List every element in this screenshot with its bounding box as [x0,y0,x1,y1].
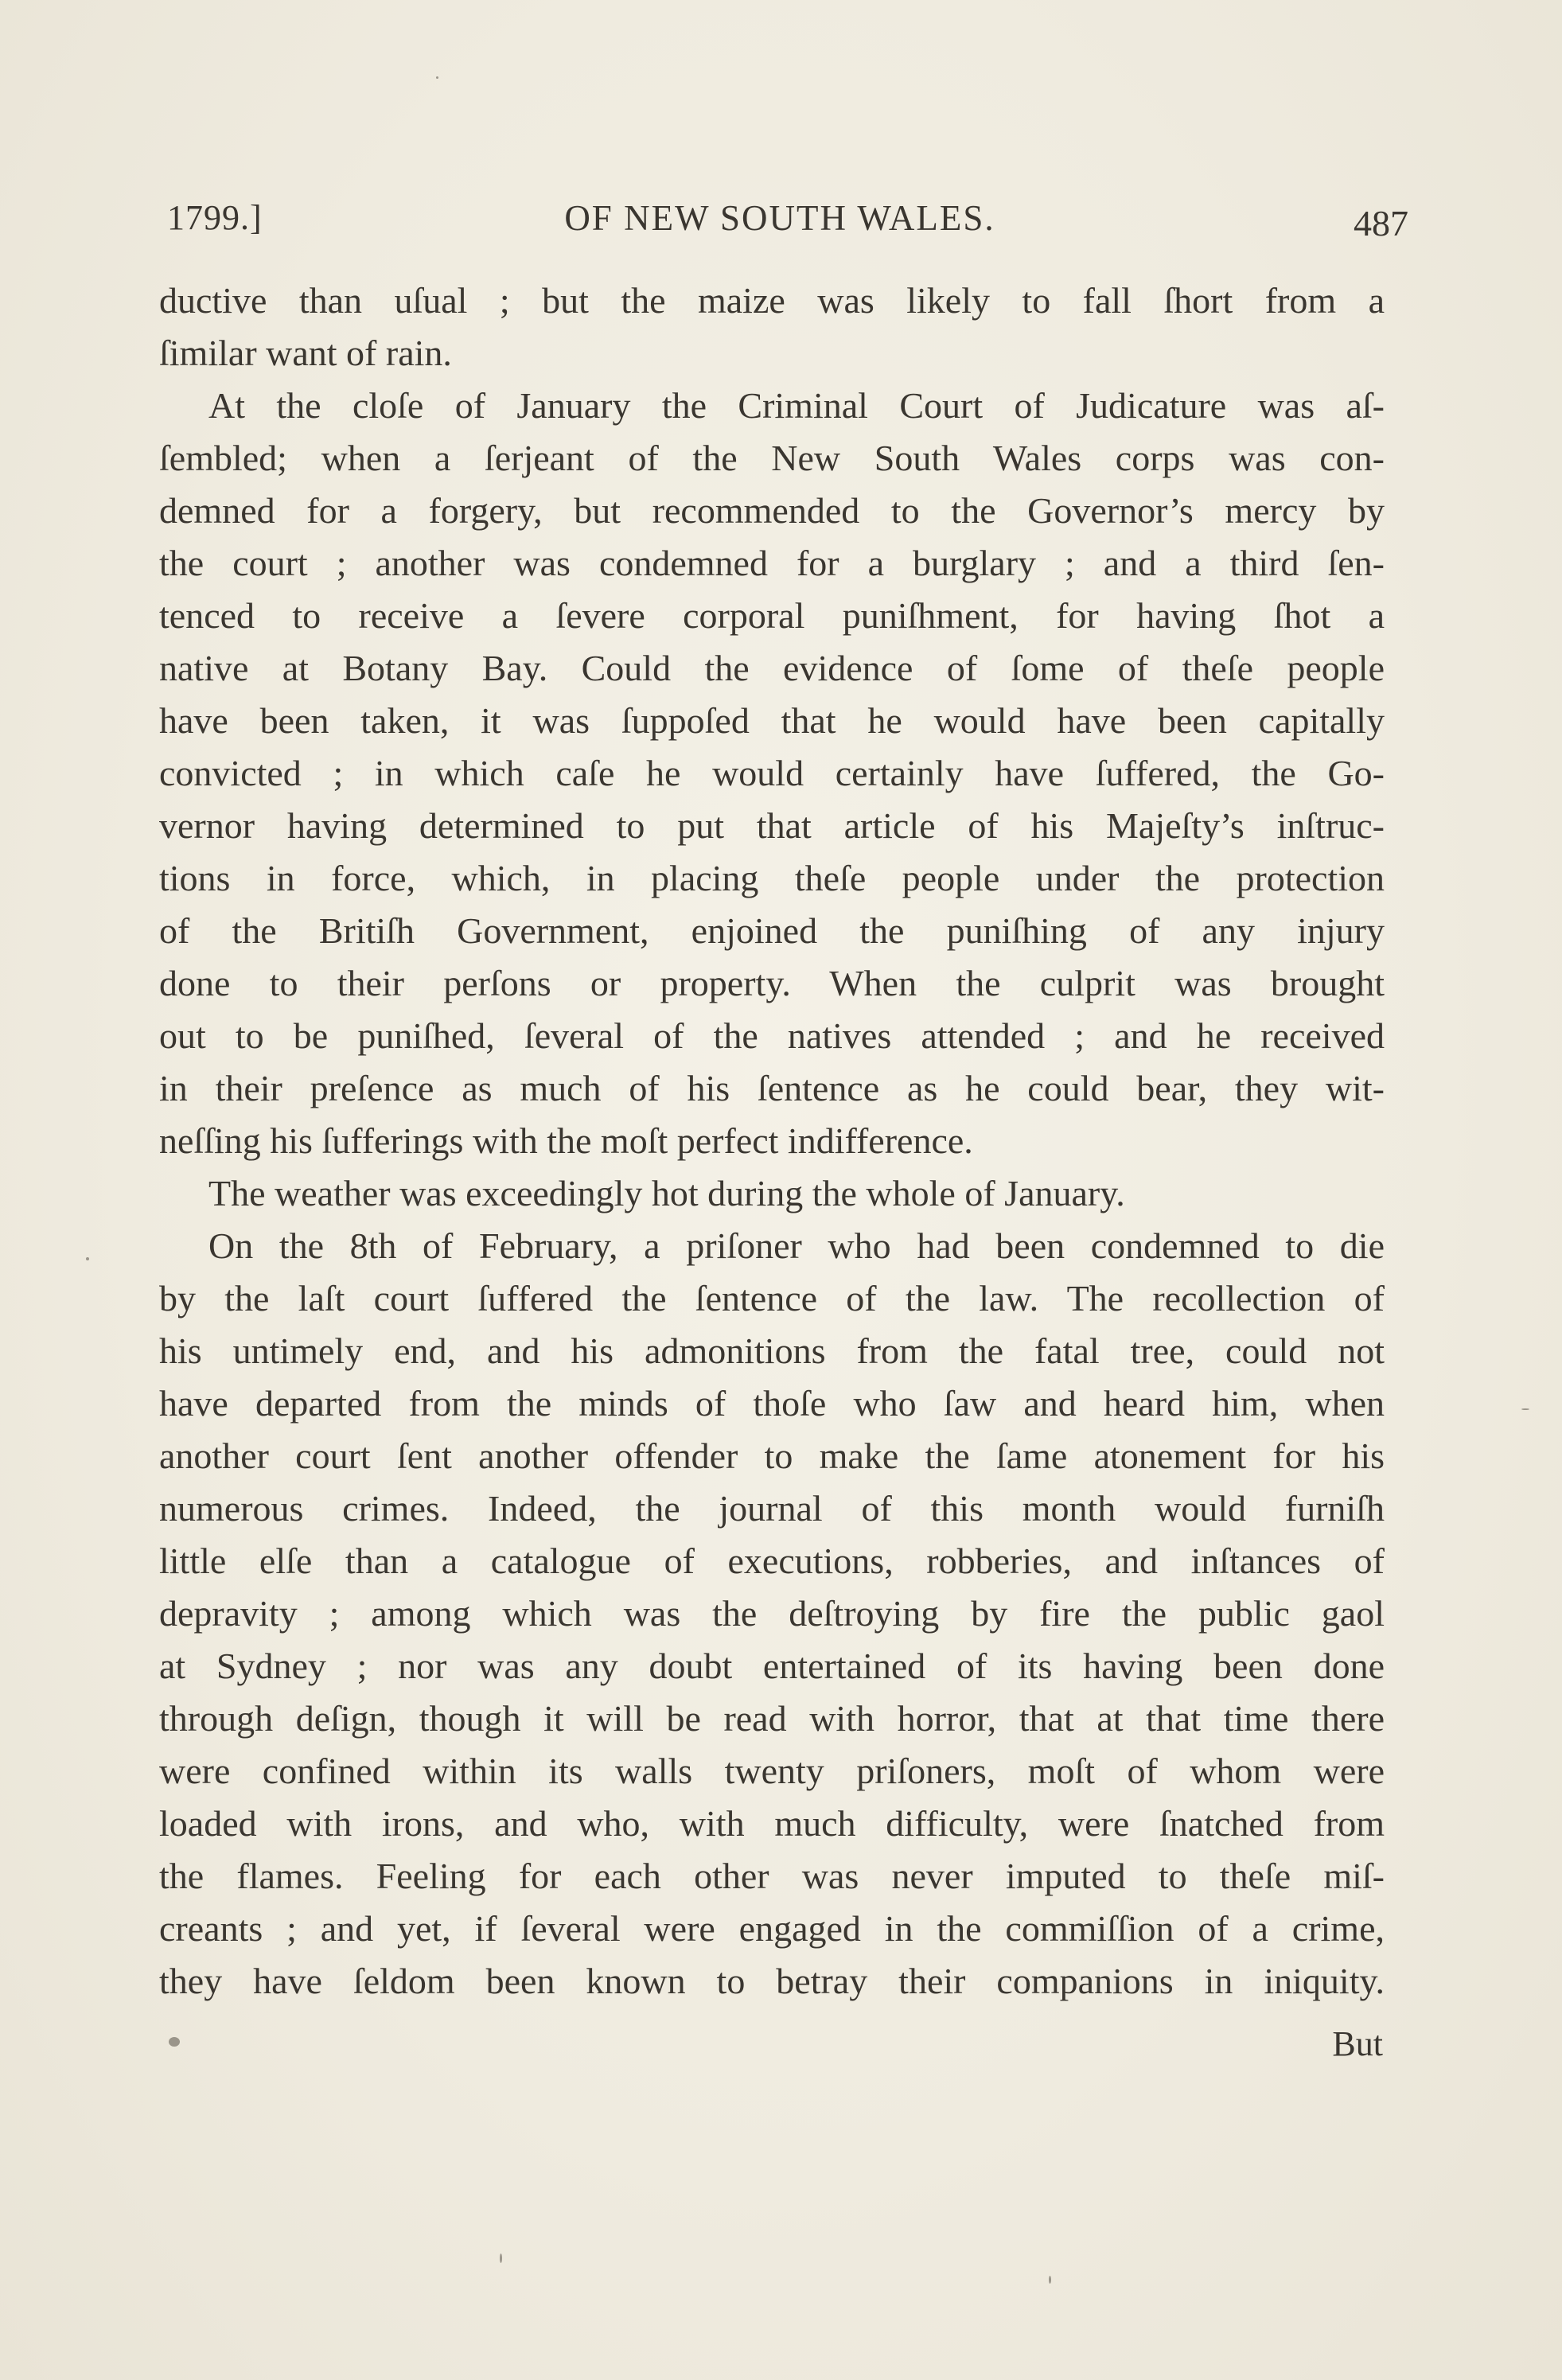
ink-speck [1049,2276,1051,2284]
text-line: his untimely end, and his admonitions from the fatal tree, could not [159,1330,1385,1371]
text-line: they have ſeldom been known to betray their companions in iniquity. [159,1961,1385,2001]
text-line: loaded with irons, and who, with much difficulty, were ſnatched from [159,1803,1385,1844]
running-head-title: OF NEW SOUTH WALES. [564,198,995,238]
text-line: in their preſence as much of his ſentence as he could bear, they wit- [159,1068,1385,1108]
text-line: through deſign, though it will be read with horror, that at that time there [159,1698,1385,1739]
text-line: out to be puniſhed, ſeveral of the natives attended ; and he received [159,1015,1385,1056]
text-line: tions in force, which, in placing theſe people under the protection [159,858,1385,898]
ink-speck [86,1257,89,1260]
text-line: creants ; and yet, if ſeveral were engaged in the commiſſion of a crime, [159,1908,1385,1949]
ink-speck [436,76,438,79]
text-line: tenced to receive a ſevere corporal puniſhment, for having ſhot a [159,595,1385,636]
body-text [159,275,1385,2008]
text-line: At the cloſe of January the Criminal Court of Judicature was aſ- [208,385,1385,426]
text-line: done to their perſons or property. When the culprit was brought [159,963,1385,1003]
text-line: native at Botany Bay. Could the evidence of ſome of theſe people [159,648,1385,688]
text-line: have been taken, it was ſuppoſed that he would have been capitally [159,700,1385,741]
catchword: But [1332,2024,1383,2063]
text-line: On the 8th of February, a priſoner who had been condemned to die [208,1225,1385,1266]
text-line: ſembled; when a ſerjeant of the New South Wales corps was con- [159,438,1385,478]
ink-speck [1521,1408,1529,1410]
text-line: ſimilar want of rain. [159,333,452,373]
text-line: by the laſt court ſuffered the ſentence of the law. The recollection of [159,1278,1385,1319]
text-line: The weather was exceedingly hot during the whole of January. [208,1173,1125,1213]
text-line: ductive than uſual ; but the maize was likely to fall ſhort from a [159,280,1385,321]
text-line: the flames. Feeling for each other was never imputed to theſe miſ- [159,1856,1385,1896]
ink-speck [500,2253,502,2263]
page-number: 487 [1354,203,1408,243]
text-line: the court ; another was condemned for a burglary ; and a third ſen- [159,543,1385,583]
running-head [167,197,1408,245]
text-line: demned for a forgery, but recommended to the Governor’s mercy by [159,490,1385,531]
text-line: have departed from the minds of thoſe who ſaw and heard him, when [159,1383,1385,1424]
text-line: of the Britiſh Government, enjoined the puniſhing of any injury [159,910,1385,951]
text-line: numerous crimes. Indeed, the journal of this month would furniſh [159,1488,1385,1529]
text-line: were confined within its walls twenty priſoners, moſt of whom were [159,1751,1385,1791]
text-line: vernor having determined to put that article of his Majeſty’s inſtruc- [159,805,1385,846]
text-line: little elſe than a catalogue of executions, robberies, and inſtances of [159,1541,1385,1581]
ink-speck [169,2037,180,2047]
text-line: at Sydney ; nor was any doubt entertained of its having been done [159,1646,1385,1686]
running-head-year: 1799.] [167,198,263,237]
text-line: neſſing his ſufferings with the moſt perfect indifference. [159,1120,973,1161]
text-line: depravity ; among which was the deſtroying by fire the public gaol [159,1593,1385,1634]
text-line: convicted ; in which caſe he would certainly have ſuffered, the Go- [159,753,1385,793]
text-line: another court ſent another offender to make the ſame atonement for his [159,1435,1385,1476]
